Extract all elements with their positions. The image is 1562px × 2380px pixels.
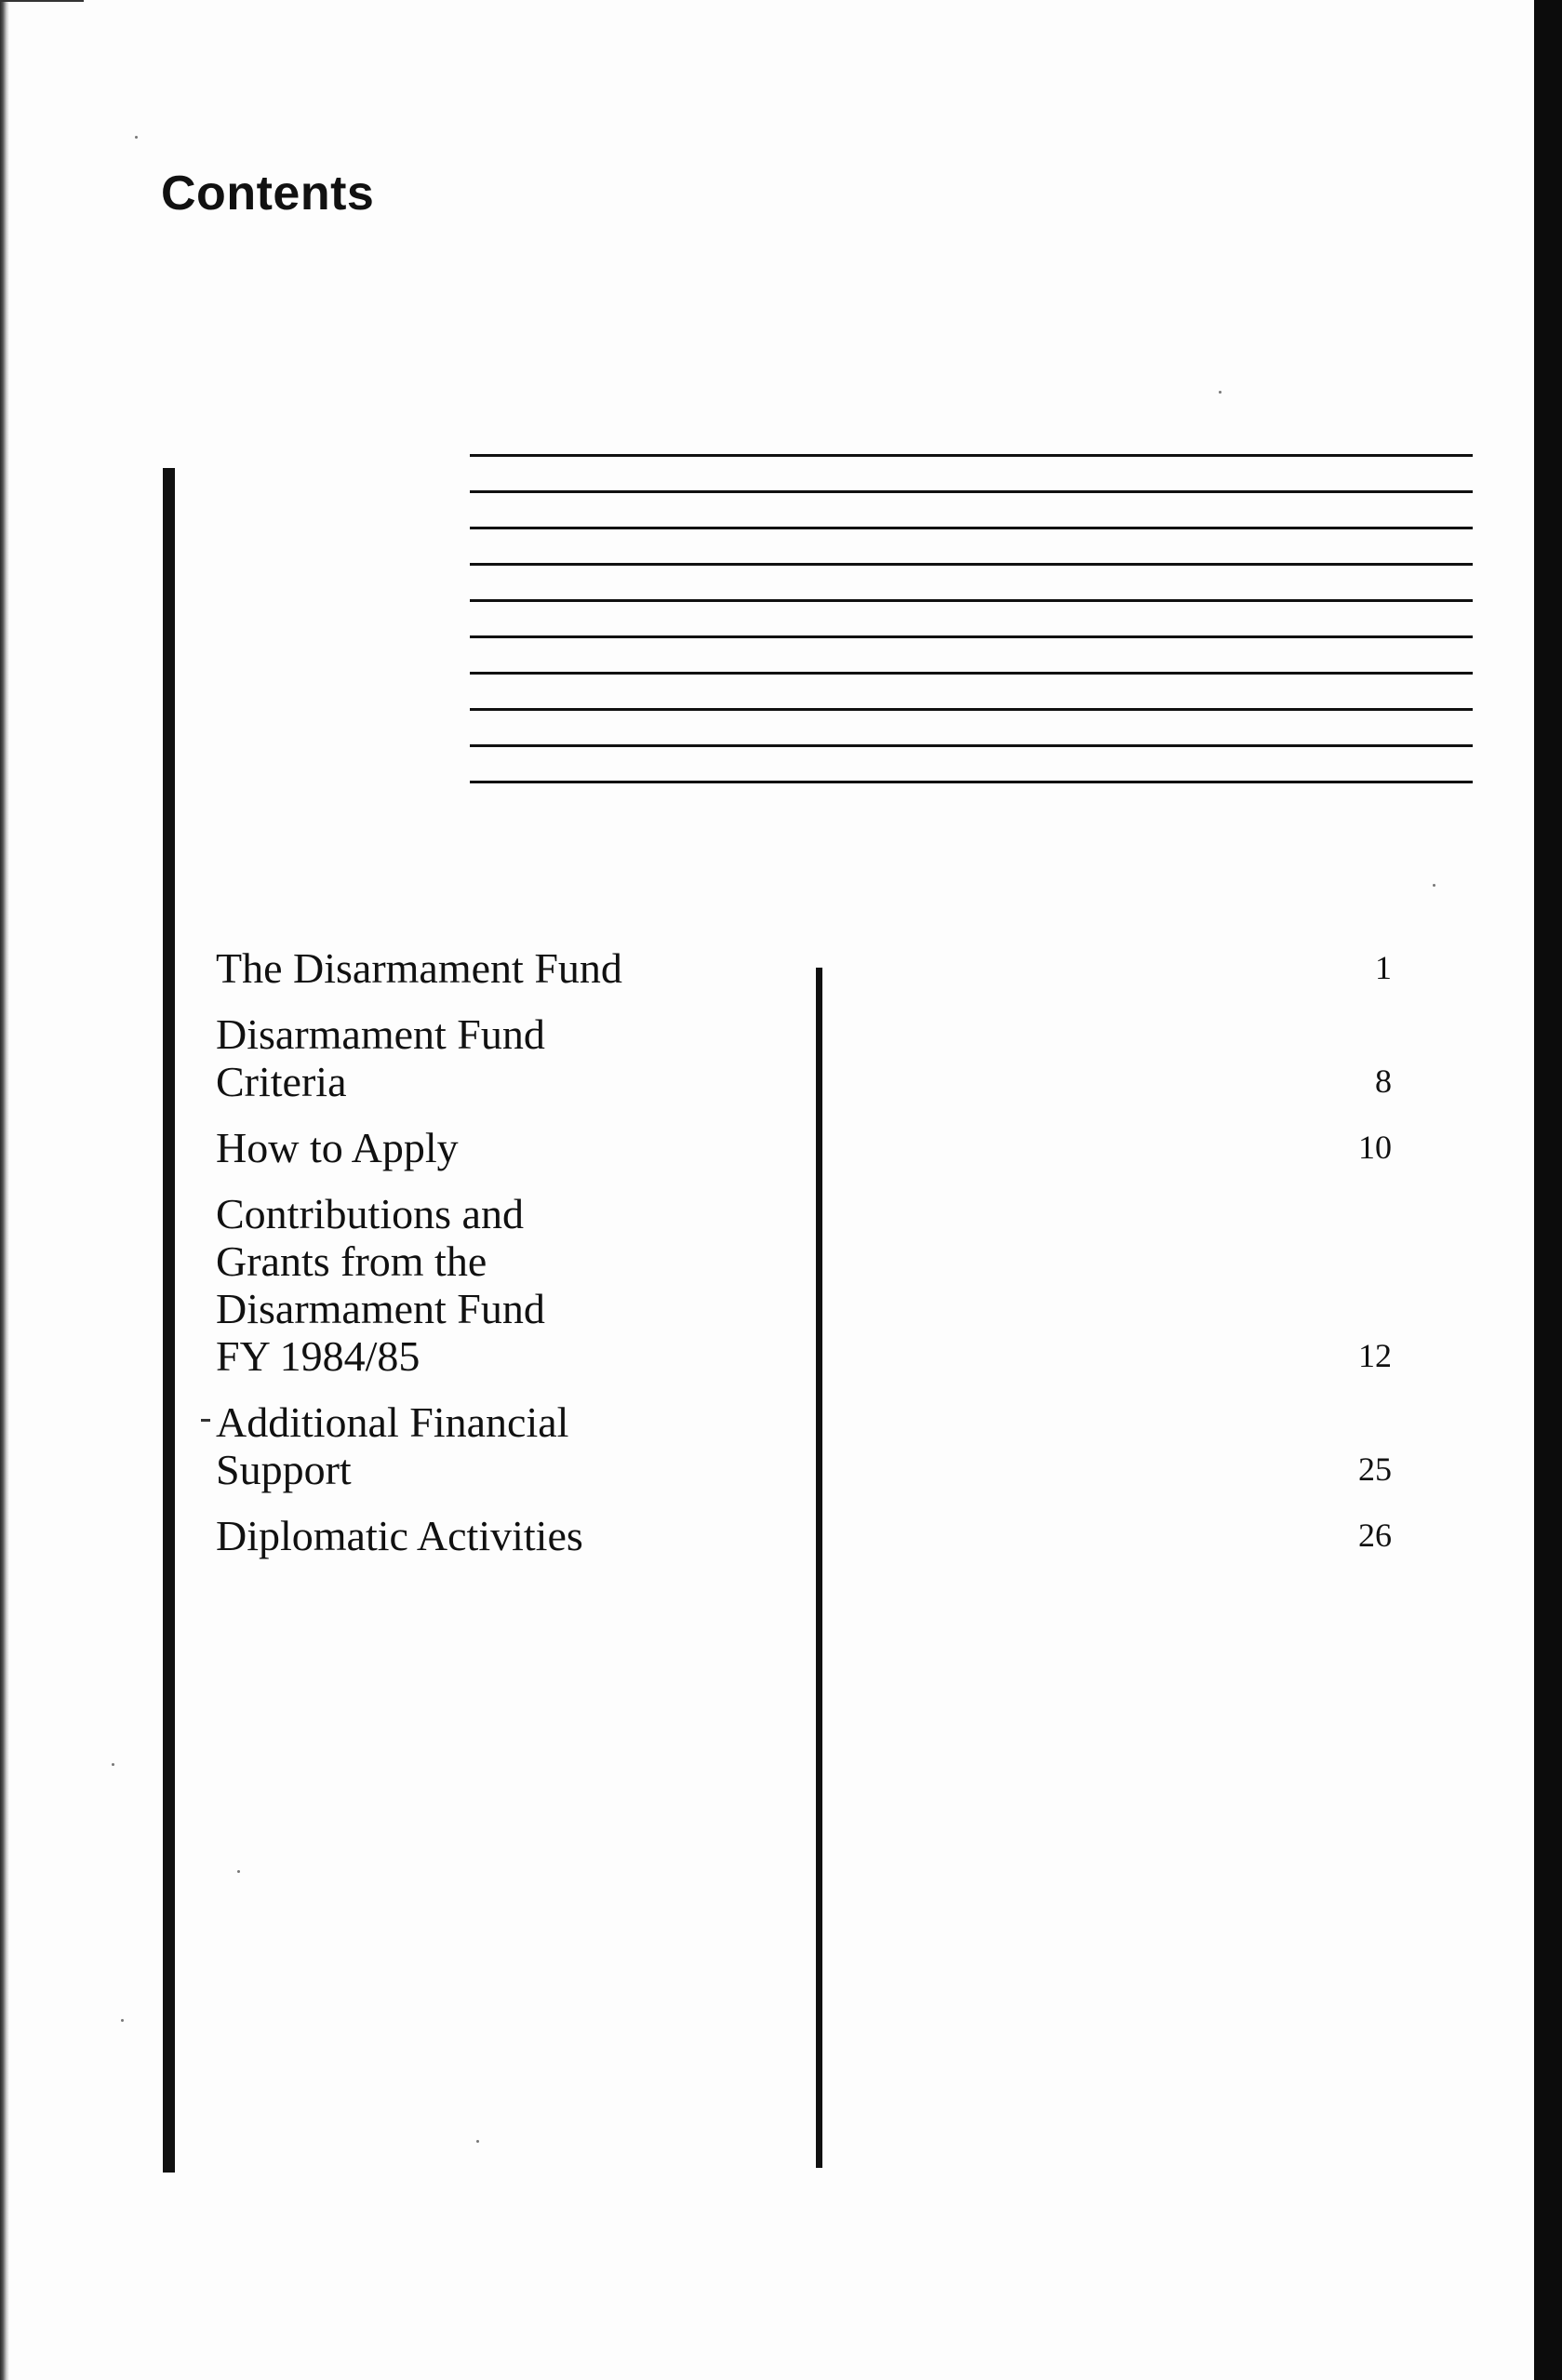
scan-corner-mark	[0, 0, 84, 2]
scan-speck	[121, 2019, 124, 2022]
stripe-line	[470, 490, 1473, 493]
toc-entry[interactable]	[216, 944, 1425, 992]
scan-border-right	[1534, 0, 1562, 2380]
toc-page-number: 12	[1358, 1337, 1392, 1374]
toc-entry-title: Disarmament Fund Criteria	[216, 1010, 545, 1105]
scan-speck	[135, 136, 138, 139]
stripe-line	[470, 781, 1473, 783]
left-vertical-rule	[163, 468, 175, 2173]
toc-entry-title: Additional Financial Support	[216, 1398, 569, 1493]
scan-speck	[476, 2140, 479, 2143]
stripe-line	[470, 599, 1473, 602]
page-binding-edge	[0, 0, 9, 2380]
toc-page-number: 10	[1358, 1129, 1392, 1166]
stripe-line	[470, 744, 1473, 747]
toc-entry-title: Diplomatic Activities	[216, 1512, 583, 1559]
scan-speck	[112, 1763, 114, 1766]
scan-speck	[1219, 391, 1222, 394]
toc-entry[interactable]	[216, 1398, 1425, 1493]
page-title: Contents	[161, 167, 375, 221]
stripe-line	[470, 527, 1473, 529]
scan-speck	[237, 1870, 240, 1873]
stripe-line	[470, 454, 1473, 457]
toc-page-number: 26	[1358, 1517, 1392, 1554]
toc-page-number: 1	[1375, 949, 1392, 986]
toc-entry-title: How to Apply	[216, 1124, 459, 1171]
table-of-contents	[216, 944, 1425, 1578]
toc-entry-title: Contributions and Grants from the Disarmament Fund FY 1984/85	[216, 1190, 545, 1380]
toc-page-number: 8	[1375, 1063, 1392, 1100]
stripe-line	[470, 708, 1473, 711]
toc-page-number: 25	[1358, 1451, 1392, 1488]
toc-entry[interactable]	[216, 1190, 1425, 1380]
stripe-line	[470, 563, 1473, 566]
stripe-line	[470, 672, 1473, 675]
toc-entry[interactable]	[216, 1010, 1425, 1105]
decorative-stripes	[470, 454, 1473, 798]
toc-entry-title: The Disarmament Fund	[216, 944, 622, 992]
stripe-line	[470, 635, 1473, 638]
toc-entry[interactable]	[216, 1124, 1425, 1171]
stray-dash-mark	[201, 1419, 210, 1422]
scan-speck	[1433, 884, 1435, 887]
toc-entry[interactable]	[216, 1512, 1425, 1559]
